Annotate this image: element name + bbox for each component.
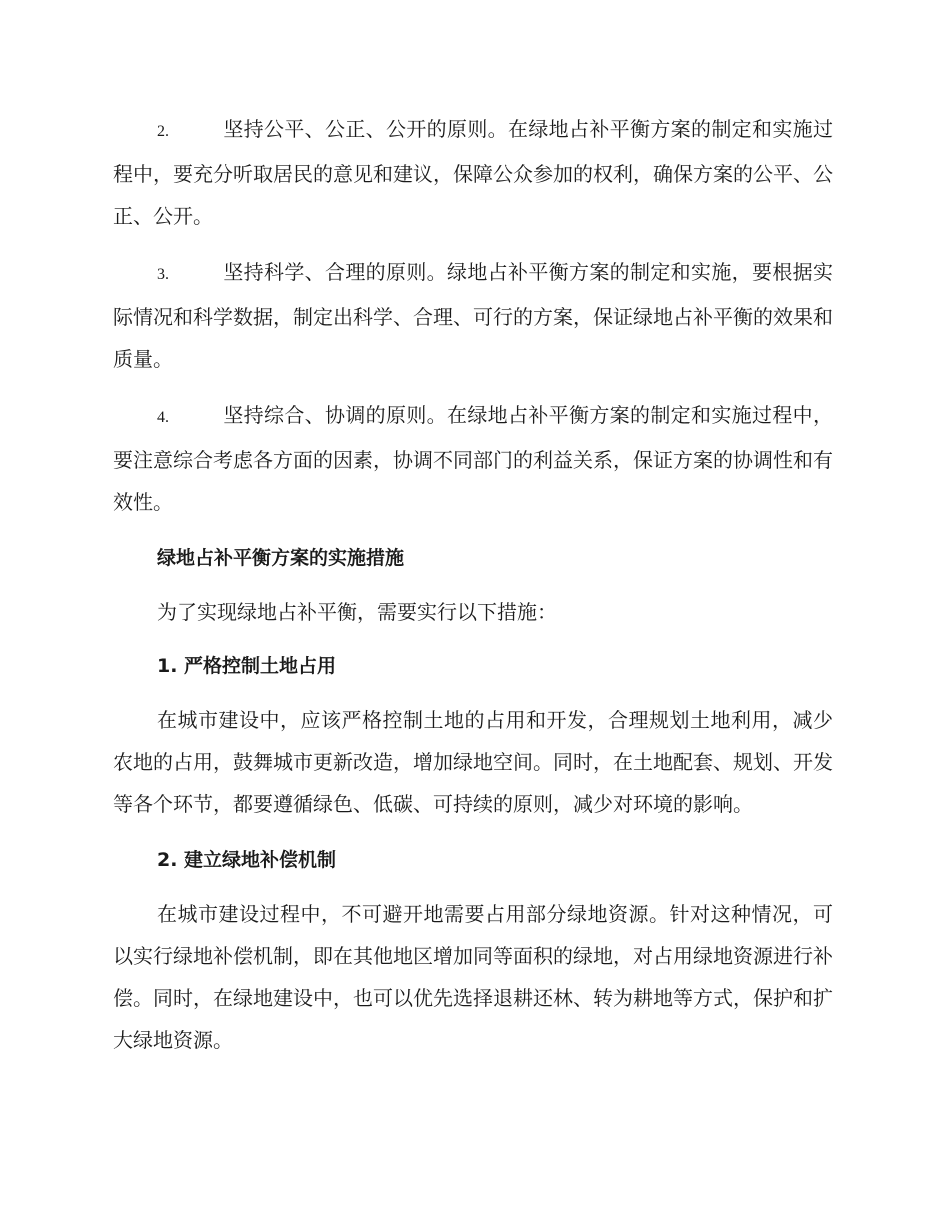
measure-heading-2: 2. 建立绿地补偿机制 bbox=[157, 849, 337, 871]
principle-item-2 bbox=[113, 108, 833, 237]
measure-paragraph-2: 在城市建设过程中，不可避开地需要占用部分绿地资源。针对这种情况，可以实行绿地补偿机制，即在其他地区增加同等面积的绿地，对占用绿地资源进行补偿。同时，在绿地建设中，也可以优先选择退耕还林、转为耕地等方式，保护和扩大绿地资源。 bbox=[113, 902, 833, 1052]
measure-paragraph-1: 在城市建设中，应该严格控制土地的占用和开发，合理规划土地利用，减少农地的占用，鼓舞城市更新改造，增加绿地空间。同时，在土地配套、规划、开发等各个环节，都要遵循绿色、低碳、可持续的原则，减少对环境的影响。 bbox=[113, 708, 833, 816]
item-number: 3. bbox=[157, 266, 169, 283]
item-text: 坚持综合、协调的原则。在绿地占补平衡方案的制定和实施过程中，要注意综合考虑各方面的因素，协调不同部门的利益关系，保证方案的协调性和有效性。 bbox=[113, 403, 833, 514]
section-intro: 为了实现绿地占补平衡，需要实行以下措施： bbox=[157, 600, 557, 624]
principle-item-4 bbox=[113, 394, 833, 523]
item-text: 坚持公平、公正、公开的原则。在绿地占补平衡方案的制定和实施过程中，要充分听取居民的意见和建议，保障公众参加的权利，确保方案的公平、公正、公开。 bbox=[113, 117, 833, 228]
measure-heading-1: 1. 严格控制土地占用 bbox=[157, 655, 337, 677]
principle-item-3 bbox=[113, 251, 833, 380]
document-page bbox=[113, 108, 833, 1061]
item-number: 4. bbox=[157, 409, 169, 426]
item-text: 坚持科学、合理的原则。绿地占补平衡方案的制定和实施，要根据实际情况和科学数据，制定出科学、合理、可行的方案，保证绿地占补平衡的效果和质量。 bbox=[113, 260, 833, 371]
item-number: 2. bbox=[157, 123, 169, 140]
section-heading: 绿地占补平衡方案的实施措施 bbox=[157, 547, 405, 569]
